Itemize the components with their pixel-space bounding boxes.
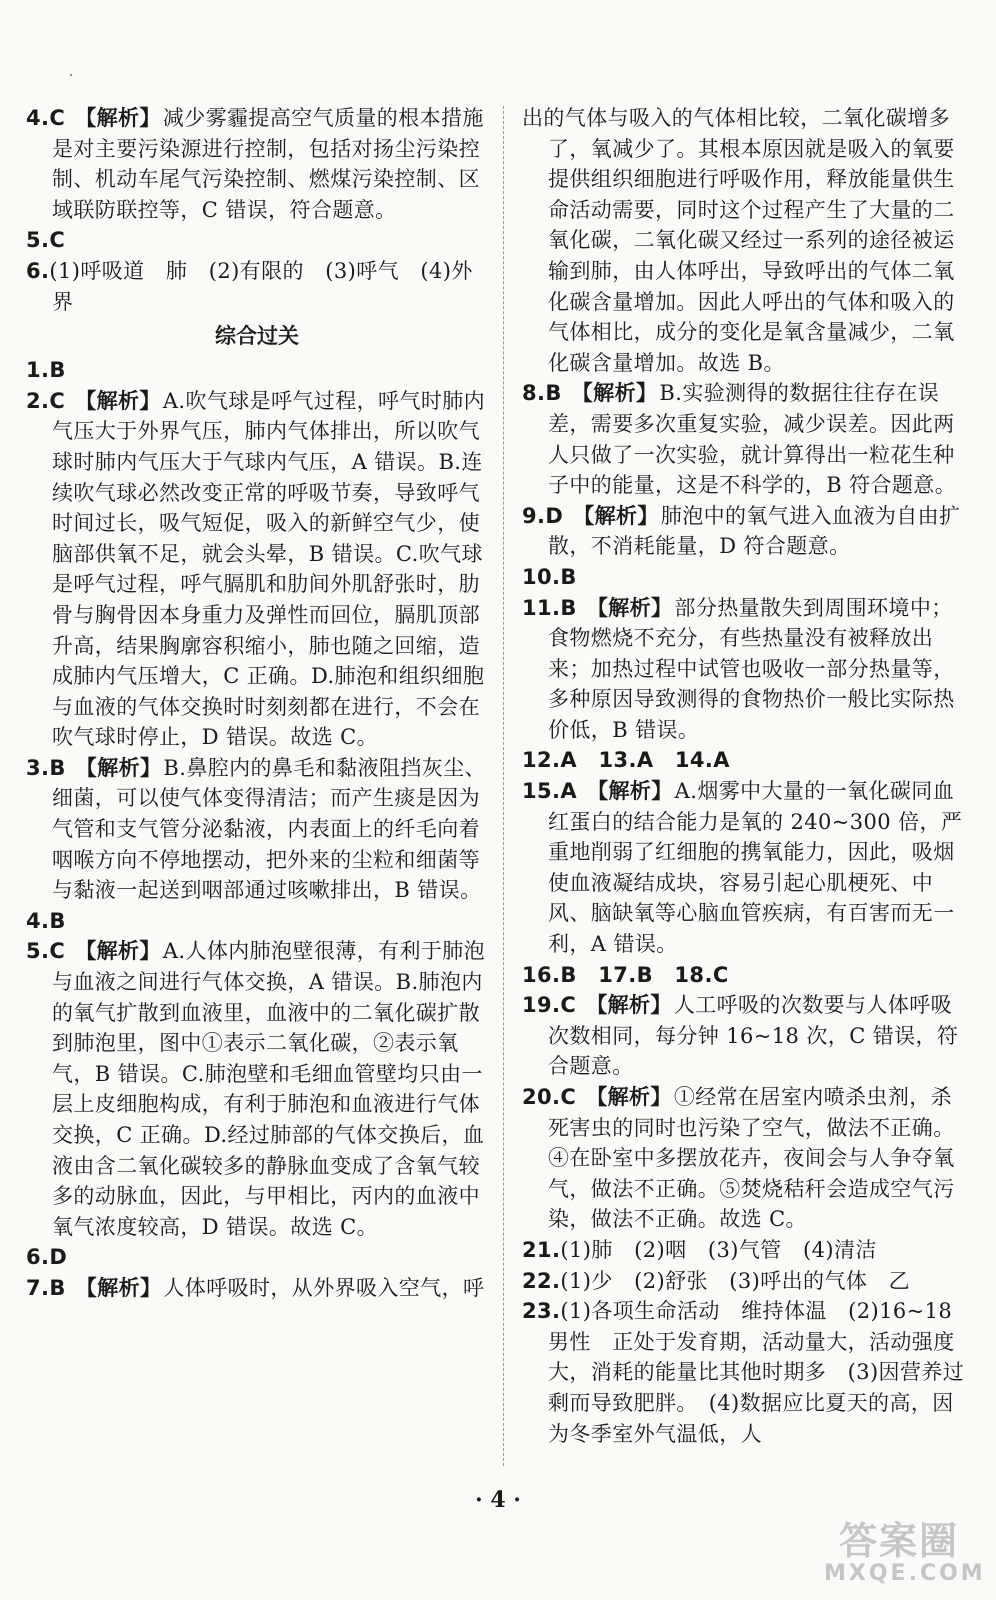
watermark <box>824 1510 986 1586</box>
analysis-tag: 【解析】 <box>586 595 673 620</box>
answer-entry <box>26 386 488 753</box>
question-number: 5.C <box>26 228 66 253</box>
answer-entry <box>26 256 488 317</box>
question-number: 1.B <box>26 358 66 383</box>
answer-text: (1)各项生命活动 维持体温 (2)16~18 男性 正处于发育期，活动量大，活动强度大，消耗的能量比其他时期多 (3)因营养过剩而导致肥胖。 (4)数据应比夏天的高，因为冬季室外气温低，人 <box>548 1299 965 1446</box>
answer-entry <box>26 753 488 906</box>
left-column <box>26 103 488 1304</box>
question-number: 9.D <box>522 503 564 528</box>
question-number: 15.A <box>522 779 578 804</box>
answer-entry <box>522 103 970 378</box>
answer-text: 出的气体与吸入的气体相比较，二氧化碳增多了，氧减少了。其根本原因就是吸入的氧要提供组织细胞进行呼吸作用，释放能量供生命活动需要，同时这个过程产生了大量的二氧化碳，二氧化碳又经过一系列的途径被运输到肺，由人体呼出，导致呼出的气体二氧化碳含量增加。因此人呼出的气体和吸入的气体相比，成分的变化是氧含量减少，二氧化碳含量增加。故选 B。 <box>522 106 955 375</box>
question-number: 5.C <box>26 939 66 964</box>
question-number: 12.A 13.A 14.A <box>522 748 730 773</box>
question-number: 7.B <box>26 1275 66 1300</box>
answer-text: 部分热量散失到周围环境中；食物燃烧不充分，有些热量没有被释放出来；加热过程中试管也吸收一部分热量等，多种原因导致测得的食物热价一般比实际热价低，B 错误。 <box>548 595 955 742</box>
answer-entry <box>522 776 970 960</box>
answer-entry <box>26 225 488 256</box>
answer-entry <box>522 960 970 991</box>
analysis-tag: 【解析】 <box>587 779 673 804</box>
question-number: 11.B <box>522 595 577 620</box>
question-number: 23. <box>522 1299 561 1324</box>
answer-text: (1)肺 (2)咽 (3)气管 (4)清洁 <box>560 1237 877 1262</box>
answer-entry <box>522 1296 970 1449</box>
analysis-tag: 【解析】 <box>571 381 658 406</box>
answer-text: B.实验测得的数据往往存在误差，需要多次重复实验，减少误差。因此两人只做了一次实验，就计算得出一粒花生种子中的能量，这是不科学的，B 符合题意。 <box>548 381 957 498</box>
answer-entry <box>522 1235 970 1266</box>
page-number: · 4 · <box>475 1487 521 1513</box>
question-number: 19.C <box>522 993 577 1018</box>
answer-entry <box>26 1242 488 1273</box>
question-number: 2.C <box>26 388 66 413</box>
answer-text: B.鼻腔内的鼻毛和黏液阻挡灰尘、细菌，可以使气体变得清洁；而产生痰是因为气管和支气管分泌黏液，内表面上的纤毛向着咽喉方向不停地摆动，把外来的尘粒和细菌等与黏液一起送到咽部通过咳嗽排出，B 错误。 <box>52 755 486 903</box>
analysis-tag: 【解析】 <box>75 939 161 964</box>
answer-text: A.吹气球是呼气过程，呼气时肺内气压大于外界气压，肺内气体排出，所以吹气球时肺内气压大于气球内气压，A 错误。B.连续吹气球必然改变正常的呼吸节奏，导致呼气时间过长，吸气短促，吸入的新鲜空气少，使脑部供氧不足，就会头晕，B 错误。C.吹气球是呼气过程，呼气膈肌和肋间外肌舒张时，肋骨与胸骨因本身重力及弹性而回位，膈肌顶部升高，结果胸廓容积缩小，肺也随之回缩，造成肺内气压增大，C 正确。D.肺泡和组织细胞与血液的气体交换时时刻刻都在进行，不会在吹气球时停止，D 错误。故选 C。 <box>52 388 486 750</box>
answer-entry <box>522 1266 970 1297</box>
answer-text: 人工呼吸的次数要与人体呼吸次数相同，每分钟 16~18 次，C 错误，符合题意。 <box>548 993 959 1079</box>
answer-entry <box>522 990 970 1082</box>
question-number: 6. <box>26 258 50 283</box>
answer-text: 减少雾霾提高空气质量的根本措施是对主要污染源进行控制，包括对扬尘污染控制、机动车尾气污染控制、燃煤污染控制、区域联防联控等，C 错误，符合题意。 <box>52 106 484 222</box>
analysis-tag: 【解析】 <box>586 1085 672 1109</box>
answer-entry <box>522 562 970 593</box>
answer-text: ①经常在居室内喷杀虫剂，杀死害虫的同时也污染了空气，做法不正确。④在卧室中多摆放花卉，夜间会与人争夺氧气，做法不正确。⑤焚烧秸秆会造成空气污染，做法不正确。故选 C。 <box>548 1085 955 1232</box>
analysis-tag: 【解析】 <box>75 1275 162 1300</box>
question-number: 20.C <box>522 1085 577 1109</box>
question-number: 8.B <box>522 381 562 406</box>
column-divider <box>503 106 504 1466</box>
analysis-tag: 【解析】 <box>75 388 161 413</box>
answer-text: A.烟雾中大量的一氧化碳同血红蛋白的结合能力是氧的 240~300 倍，严重地削弱了红细胞的携氧能力，因此，吸烟使血液凝结成块，容易引起心肌梗死、中风、脑缺氧等心脑血管疾病，有百害而无一利，A 错误。 <box>548 779 963 957</box>
answer-entry <box>522 378 970 500</box>
question-number: 21. <box>522 1237 561 1262</box>
answer-entry <box>26 355 488 386</box>
question-number: 4.C <box>26 106 66 130</box>
analysis-tag: 【解析】 <box>586 993 672 1018</box>
question-number: 22. <box>522 1268 561 1293</box>
answer-text: A.人体内肺泡壁很薄，有利于肺泡与血液之间进行气体交换，A 错误。B.肺泡内的氧气扩散到血液里，血液中的二氧化碳扩散到肺泡里，图中①表示二氧化碳，②表示氧气，B 错误。C.肺泡壁和毛细血管壁均只由一层上皮细胞构成，有利于肺泡和血液进行气体交换，C 正确。D.经过肺部的气体交换后，血液由含二氧化碳较多的静脉血变成了含氧气较多的动脉血，因此，与甲相比，丙内的血液中氧气浓度较高，D 错误。故选 C。 <box>52 939 486 1239</box>
answer-entry <box>26 936 488 1242</box>
answer-text: 肺泡中的氧气进入血液为自由扩散，不消耗能量，D 符合题意。 <box>548 503 961 559</box>
question-number: 4.B <box>26 908 66 933</box>
right-column <box>522 103 970 1449</box>
question-number: 10.B <box>522 564 577 589</box>
section-heading: 综合过关 <box>215 324 299 349</box>
answer-text: 人体呼吸时，从外界吸入空气，呼 <box>163 1275 485 1300</box>
answer-entry <box>522 1082 970 1235</box>
analysis-tag: 【解析】 <box>75 106 161 130</box>
answer-entry <box>522 593 970 746</box>
question-number: 6.D <box>26 1245 68 1270</box>
watermark-logo-text: 答案圈 <box>838 1519 959 1563</box>
question-number: 16.B 17.B 18.C <box>522 962 729 987</box>
answer-entry <box>522 501 970 562</box>
watermark-url: MXQE.COM <box>824 1561 986 1586</box>
answer-entry <box>26 906 488 937</box>
analysis-tag: 【解析】 <box>75 755 162 780</box>
answer-text: (1)呼吸道 肺 (2)有限的 (3)呼气 (4)外界 <box>49 258 473 314</box>
answer-text: (1)少 (2)舒张 (3)呼出的气体 乙 <box>560 1268 911 1293</box>
answer-entry <box>26 1273 488 1304</box>
analysis-tag: 【解析】 <box>573 503 659 528</box>
question-number: 3.B <box>26 755 66 780</box>
answer-entry <box>522 745 970 776</box>
scan-speck <box>70 74 72 76</box>
answer-entry <box>26 103 488 225</box>
